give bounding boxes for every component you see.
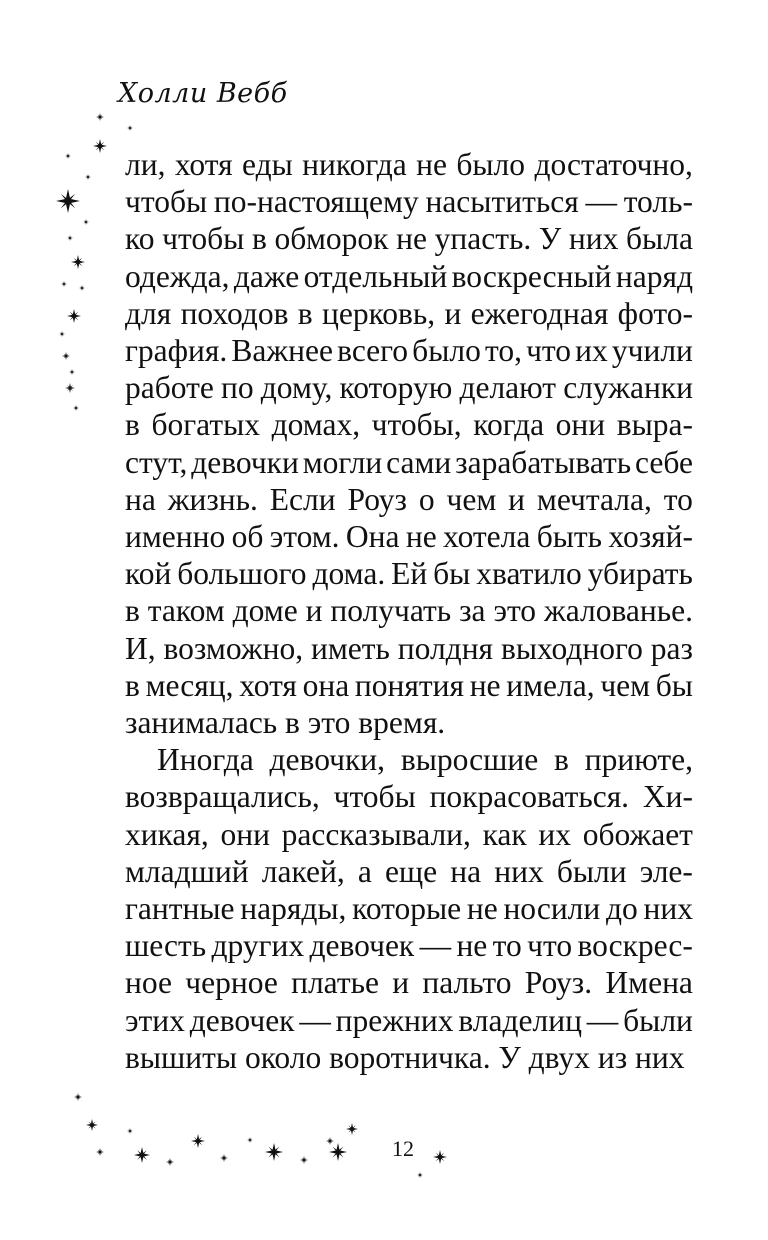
sparkle-star-icon	[59, 331, 65, 337]
sparkle-star-icon	[433, 1150, 447, 1164]
sparkle-star-icon	[166, 1158, 174, 1166]
sparkle-star-icon	[134, 1147, 150, 1163]
page-number: 12	[392, 1136, 414, 1161]
sparkle-star-icon	[417, 1172, 423, 1178]
sparkle-star-icon	[71, 255, 85, 269]
text-line: в богатых домах, чтобы, когда они выра-	[125, 407, 693, 443]
text-line: хикая, они рассказывали, как их обожает	[125, 816, 693, 852]
text-line: занималась в это время.	[125, 705, 446, 741]
text-line: чтобы по-настоящему насытиться — толь-	[125, 184, 693, 220]
sparkle-star-icon	[127, 125, 133, 131]
text-line: ное черное платье и пальто Роуз. Имена	[125, 965, 693, 1001]
text-line: возвращались, чтобы покрасоваться. Хи-	[125, 779, 693, 815]
text-line: Иногда девочки, выросшие в приюте,	[157, 742, 693, 778]
text-line: этих девочек — прежних владелиц — были	[125, 1002, 693, 1038]
sparkle-star-icon	[69, 369, 75, 375]
sparkle-star-icon	[65, 153, 71, 159]
sparkle-star-icon	[85, 174, 91, 180]
text-line: ко чтобы в обморок не упасть. У них была	[125, 221, 693, 257]
sparkle-star-icon	[220, 1154, 228, 1162]
text-line: И, возможно, иметь полдня выходного раз	[125, 630, 693, 666]
text-line: графия. Важнее всего было то, что их учили	[125, 333, 693, 369]
sparkle-star-icon	[67, 235, 73, 241]
sparkle-star-icon	[67, 309, 81, 323]
sparkle-star-icon	[65, 383, 75, 393]
sparkle-star-icon	[265, 1143, 283, 1161]
sparkle-star-icon	[346, 1123, 358, 1135]
text-line: вышиты около воротничка. У двух из них	[125, 1039, 685, 1075]
text-line: ли, хотя еды никогда не было достаточно,	[125, 147, 693, 182]
sparkle-star-icon	[127, 1128, 133, 1134]
text-line: для походов в церковь, и ежегодная фото-	[125, 295, 693, 331]
sparkle-star-icon	[73, 405, 79, 411]
sparkle-star-icon	[247, 1137, 253, 1143]
sparkle-star-icon	[96, 1148, 104, 1156]
text-line: шесть других девочек — не то что воскрес-	[125, 928, 693, 964]
sparkle-star-icon	[62, 352, 70, 360]
running-header: Холли Вебб	[118, 78, 288, 109]
sparkle-star-icon	[300, 1156, 308, 1164]
text-line: кой большого дома. Ей бы хватило убирать	[125, 556, 693, 592]
text-line: гантные наряды, которые не носили до них	[125, 891, 693, 927]
sparkle-star-icon	[329, 1143, 347, 1161]
sparkle-star-icon	[93, 139, 107, 153]
sparkle-star-icon	[86, 1119, 98, 1131]
sparkle-star-icon	[83, 219, 89, 225]
text-line: одежда, даже отдельный воскресный наряд	[125, 258, 693, 294]
sparkle-star-icon	[96, 113, 104, 121]
text-line: в таком доме и получать за это жалованье.	[125, 593, 693, 629]
sparkle-star-icon	[326, 1137, 334, 1145]
text-line: на жизнь. Если Роуз о чем и мечтала, то	[125, 481, 693, 517]
sparkle-star-icon	[56, 189, 80, 213]
sparkle-star-icon	[191, 1134, 205, 1148]
text-line: работе по дому, которую делают служанки	[125, 370, 693, 406]
sparkle-star-icon	[61, 281, 67, 287]
text-line: младший лакей, а еще на них были эле-	[125, 853, 693, 889]
text-line: в месяц, хотя она понятия не имела, чем бы	[125, 667, 693, 703]
sparkle-star-icon	[74, 1093, 82, 1101]
sparkle-star-icon	[79, 285, 85, 291]
text-line: стут, девочки могли сами зарабатывать себе	[125, 444, 693, 480]
text-line: именно об этом. Она не хотела быть хозяй-	[125, 519, 693, 555]
